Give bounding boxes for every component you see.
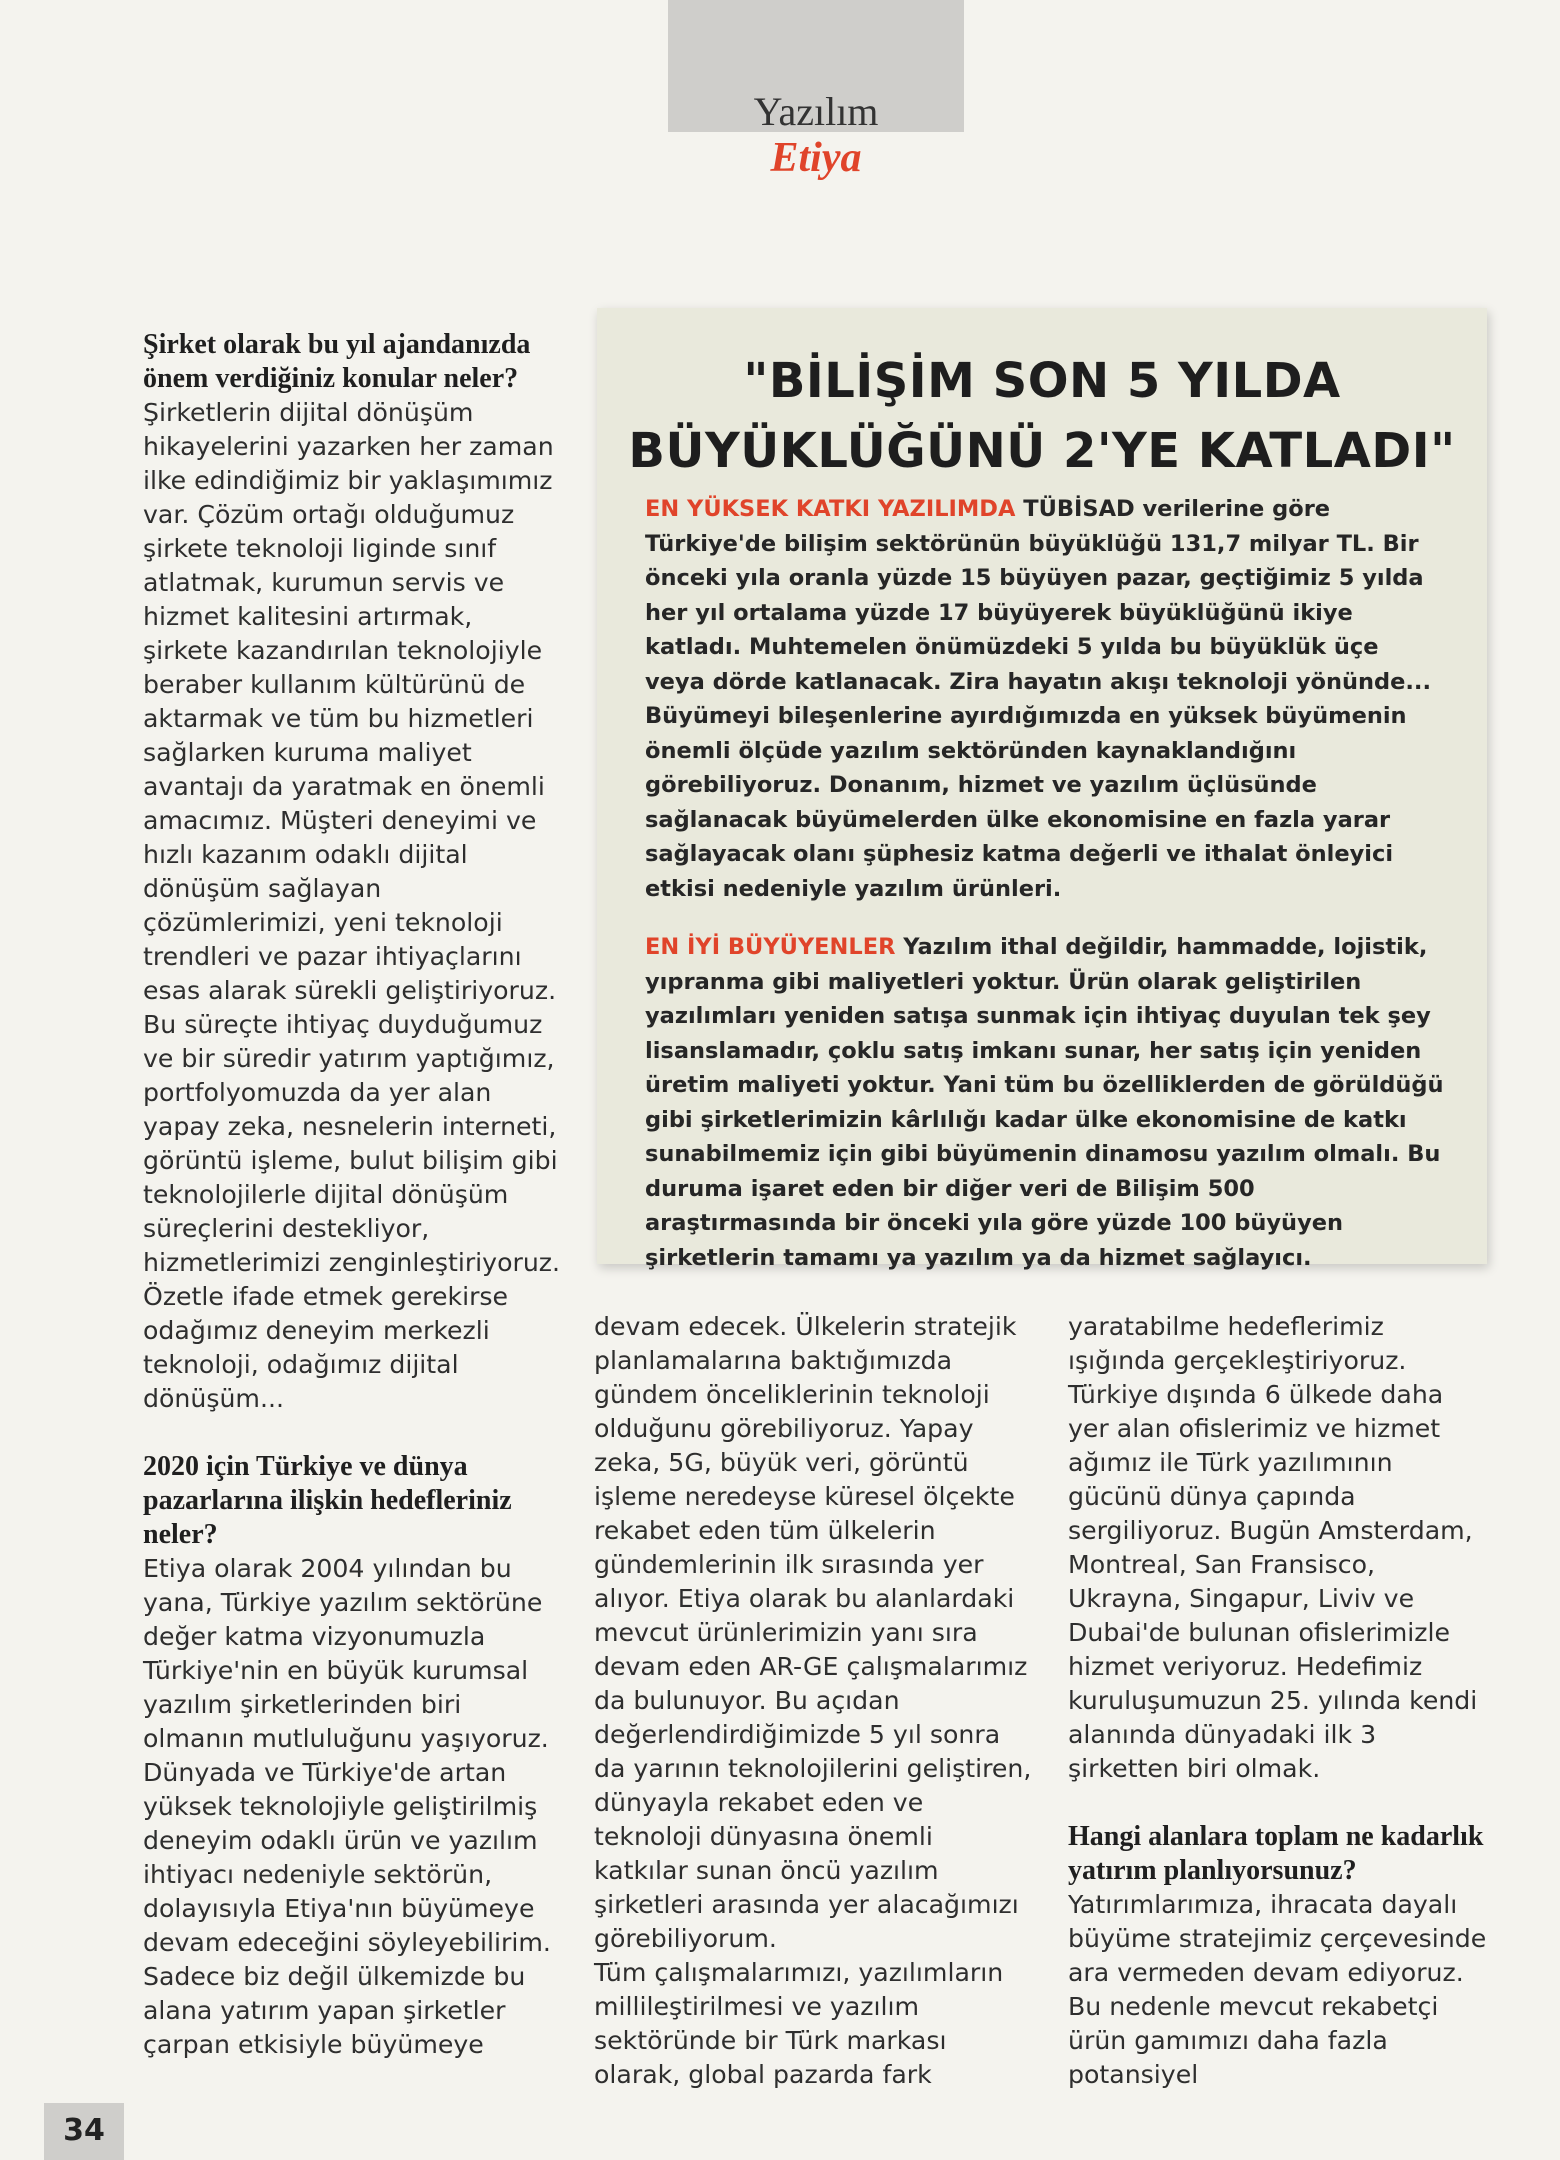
box-title-line: "BİLİŞİM SON 5 YILDA (743, 353, 1341, 409)
body-paragraph: yaratabilme hedeflerimiz ışığında gerçekleştiriyoruz. (1068, 1312, 1407, 1375)
box-paragraph-text: Yazılım ithal değildir, hammadde, lojistik, yıpranma gibi maliyetleri yoktur. Ürün olarak geliştirilen yazılımları yeniden satışa sunmak için ihtiyaç duyulan tek şey lisanslamadır, çoklu satış imkanı sunar, her satış için yeniden üretim maliyeti yoktur. Yani tüm bu özelliklerden de görüldüğü gibi şirketlerimizin kârlılığı kadar ülke ekonomisine de katkı sunabilmemiz için gibi büyümenin dinamosu yazılım olmalı. Bu duruma işaret eden bir diğer veri de Bilişim 500 araştırmasında bir önceki yıla göre yüzde 100 büyüyen şirketlerin tamamı ya yazılım ya da hizmet sağlayıcı. (645, 934, 1444, 1271)
highlight-box (597, 308, 1487, 1271)
box-title (597, 346, 1487, 486)
box-paragraph-text: TÜBİSAD verilerine göre Türkiye'de bilişim sektörünün büyüklüğü 131,7 milyar TL. Bir önceki yıla oranla yüzde 15 büyüyen pazar, geçtiğimiz 5 yılda her yıl ortalama yüzde 17 büyüyerek büyüklüğünü ikiye katladı. Muhtemelen önümüzdeki 5 yılda bu büyüklük üçe veya dörde katlanacak. Zira hayatın akışı teknoloji yönünde... Büyümeyi bileşenlerine ayırdığımızda en yüksek büyümenin önemli ölçüde yazılım sektöründen kaynaklandığını görebiliyoruz. Donanım, hizmet ve yazılım üçlüsünde sağlanacak büyümelerden ülke ekonomisine en fazla yarar sağlayacak olanı şüphesiz katma değerli ve ithalat önleyici etkisi nedeniyle yazılım ürünleri. (645, 496, 1432, 902)
page-number (44, 2103, 124, 2160)
box-paragraph (645, 492, 1445, 906)
question-investment: Hangi alanlara toplam ne kadarlık yatırım planlıyorsunuz? (1068, 1821, 1484, 1886)
box-paragraph (645, 930, 1445, 1275)
body-paragraph: devam edecek. Ülkelerin stratejik planlamalarına baktığımızda gündem önceliklerinin teknoloji olduğunu görebiliyoruz. Yapay zeka, 5G, büyük veri, görüntü işleme neredeyse küresel ölçekte rekabet eden tüm ülkelerin gündemlerinin ilk sırasında yer alıyor. Etiya olarak bu alanlardaki mevcut ürünlerimizin yanı sıra devam eden AR-GE çalışmalarımız da bulunuyor. Bu açıdan değerlendirdiğimizde 5 yıl sonra da yarının teknolojilerini geliştiren, dünyayla rekabet eden ve teknoloji dünyasına önemli katkılar sunan öncü yazılım şirketleri arasında yer alacağımızı görebiliyorum. (594, 1312, 1032, 1953)
left-column (143, 328, 563, 2062)
box-title-line: BÜYÜKLÜĞÜNÜ 2'YE KATLADI" (628, 423, 1456, 479)
company-label: Etiya (770, 135, 862, 181)
box-lead-label: EN YÜKSEK KATKI YAZILIMDA (645, 496, 1016, 522)
page-number-text: 34 (63, 2113, 105, 2148)
body-paragraph: Tüm çalışmalarımızı, yazılımların millileştirilmesi ve yazılım sektöründe bir Türk markası olarak, global pazarda fark (594, 1958, 1004, 2089)
body-paragraph: Türkiye dışında 6 ülkede daha yer alan ofislerimiz ve hizmet ağımız ile Türk yazılımının gücünü dünya çapında sergiliyoruz. Bugün Amsterdam, Montreal, San Fransisco, Ukrayna, Singapur, Liviv ve Dubai'de bulunan ofislerimizle hizmet veriyoruz. Hedefimiz kuruluşumuzun 25. yılında kendi alanında dünyadaki ilk 3 şirketten biri olmak. (1068, 1380, 1478, 1783)
box-lead-label: EN İYİ BÜYÜYENLER (645, 934, 896, 960)
answer-2020-targets-cont: Dünyada ve Türkiye'de artan yüksek teknolojiyle geliştirilmiş deneyim odaklı ürün ve yazılım ihtiyacı nedeniyle sektörün, dolayısıyla Etiya'nın büyümeye devam edeceğini söyleyebilirim. Sadece biz değil ülkemizde bu alana yatırım yapan şirketler çarpan etkisiyle büyümeye (143, 1758, 551, 2059)
box-body (645, 492, 1445, 1275)
answer-investment: Yatırımlarımıza, ihracata dayalı büyüme stratejimiz çerçevesinde ara vermeden devam ediyoruz. Bu nedenle mevcut rekabetçi ürün gamımızı daha fazla potansiyel (1068, 1890, 1487, 2089)
middle-column (594, 1310, 1034, 2092)
section-label: Yazılım (753, 89, 879, 134)
answer-2020-targets: Etiya olarak 2004 yılından bu yana, Türkiye yazılım sektörüne değer katma vizyonumuzla Türkiye'nin en büyük kurumsal yazılım şirketlerinden biri olmanın mutluluğunu yaşıyoruz. (143, 1554, 549, 1753)
answer-agenda: Şirketlerin dijital dönüşüm hikayelerini yazarken her zaman ilke edindiğimiz bir yaklaşımımız var. Çözüm ortağı olduğumuz şirkete teknoloji liginde sınıf atlatmak, kurumun servis ve hizmet kalitesini artırmak, şirkete kazandırılan teknolojiyle beraber kullanım kültürünü de aktarmak ve tüm bu hizmetleri sağlarken kuruma maliyet avantajı da yaratmak en önemli amacımız. Müşteri deneyimi ve hızlı kazanım odaklı dijital dönüşüm sağlayan çözümlerimizi, yeni teknoloji trendleri ve pazar ihtiyaçlarını esas alarak sürekli geliştiriyoruz. Bu süreçte ihtiyaç duyduğumuz ve bir süredir yatırım yaptığımız, portfolyomuzda da yer alan yapay zeka, nesnelerin interneti, görüntü işleme, bulut bilişim gibi teknolojilerle dijital dönüşüm süreçlerini destekliyor, hizmetlerimizi zenginleştiriyoruz. Özetle ifade etmek gerekirse odağımız deneyim merkezli teknoloji, odağımız dijital dönüşüm... (143, 398, 561, 1413)
question-2020-targets: 2020 için Türkiye ve dünya pazarlarına ilişkin hedefleriniz neler? (143, 1451, 512, 1550)
right-column (1068, 1310, 1488, 2092)
question-agenda: Şirket olarak bu yıl ajandanızda önem verdiğiniz konular neler? (143, 329, 531, 394)
